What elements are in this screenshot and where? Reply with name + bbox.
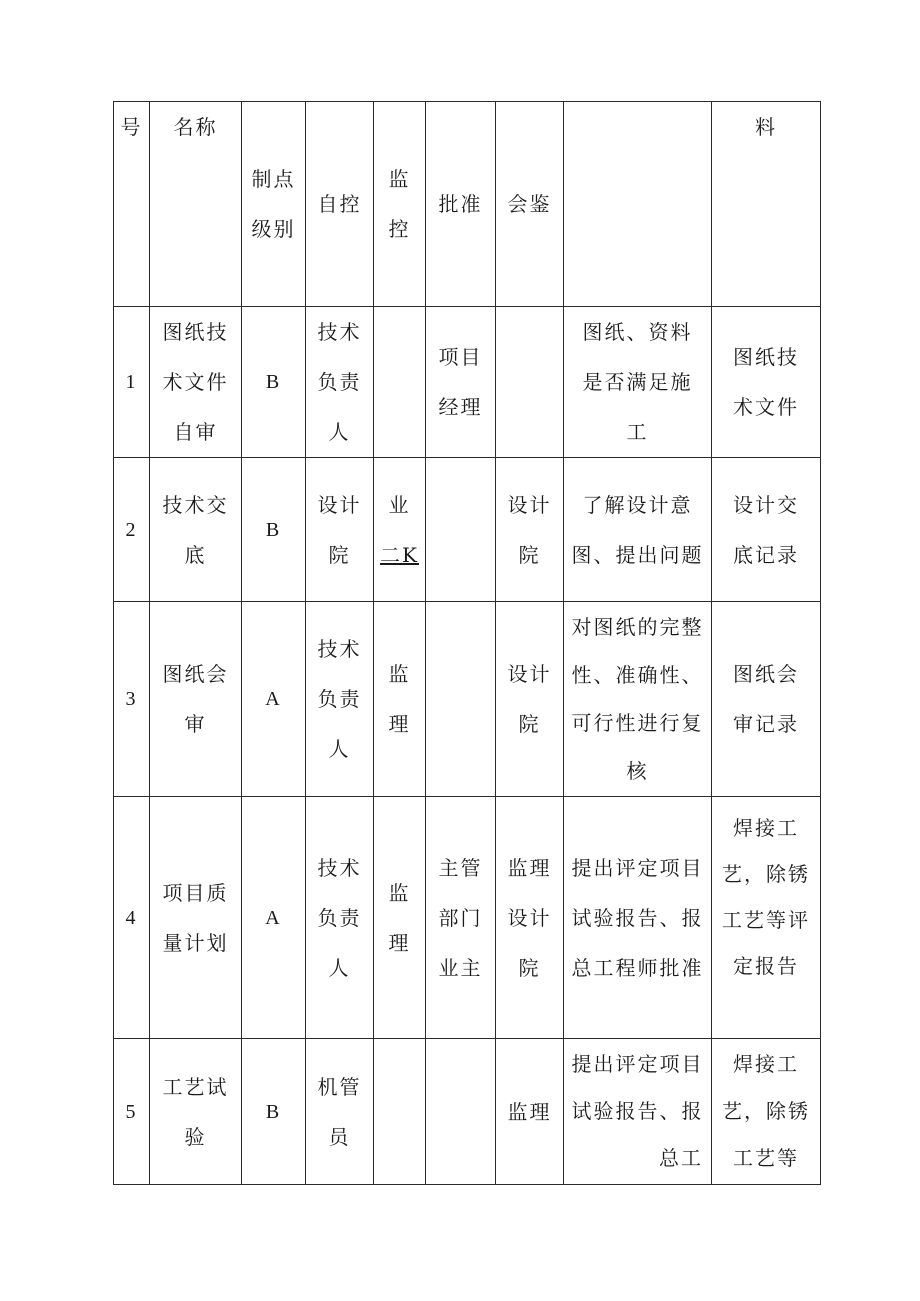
cell-line: 设计 <box>507 662 552 686</box>
row-self-control <box>306 458 374 602</box>
cell-line: 术文件 <box>162 370 229 394</box>
row-material <box>712 458 821 602</box>
row-self-control <box>306 1039 374 1185</box>
row-no: 5 <box>114 1039 150 1185</box>
row-material <box>712 797 821 1039</box>
header-supervision <box>374 102 426 307</box>
header-row <box>114 102 821 307</box>
cell-line: 设计交 <box>733 492 799 517</box>
header-level <box>242 102 306 307</box>
row-supervision <box>374 458 426 602</box>
cell-line: 院 <box>328 542 351 567</box>
header-name: 名称 <box>150 102 242 307</box>
cell-line: 技术 <box>317 320 362 344</box>
cell-line: 设计 <box>317 492 362 517</box>
header-content <box>564 102 712 307</box>
row-self-control <box>306 307 374 458</box>
row-material <box>712 1039 821 1185</box>
cell-line: 试验报告、报 <box>571 1099 704 1123</box>
row-no: 3 <box>114 602 150 797</box>
table-row <box>114 307 821 458</box>
cell-line: 了解设计意 <box>582 492 693 517</box>
row-material <box>712 602 821 797</box>
row-approve <box>426 1039 496 1185</box>
row-no: 2 <box>114 458 150 602</box>
header-material: 料 <box>712 102 821 307</box>
row-level: B <box>242 1039 306 1185</box>
row-name <box>150 307 242 458</box>
cell-line: 焊接工 <box>733 816 799 840</box>
cell-line: 院 <box>518 955 541 980</box>
cell-line: 经理 <box>438 395 483 419</box>
cell-line: 图纸会 <box>162 662 229 686</box>
row-no: 4 <box>114 797 150 1039</box>
row-level: A <box>242 602 306 797</box>
row-approve <box>426 797 496 1039</box>
header-approve: 批准 <box>426 102 496 307</box>
row-approve <box>426 307 496 458</box>
cell-line: 核 <box>626 759 649 783</box>
row-level: B <box>242 307 306 458</box>
header-supervision-line: 控 <box>388 217 411 241</box>
row-content <box>564 1039 712 1185</box>
cell-line: 项目 <box>438 345 483 369</box>
cell-line: 监理 <box>507 855 552 880</box>
cell-line: 院 <box>518 542 541 567</box>
cell-line: 业 <box>388 492 411 517</box>
cell-line: 负责 <box>317 370 362 394</box>
header-level-line: 级别 <box>251 217 296 241</box>
cell-line: 图纸技 <box>162 320 229 344</box>
cell-line: 是否满足施 <box>582 370 693 394</box>
cell-line: 技术 <box>317 637 362 661</box>
header-level-line: 制点 <box>251 167 296 191</box>
row-content <box>564 602 712 797</box>
header-supervision-line: 监 <box>388 167 411 191</box>
header-no: 号 <box>114 102 150 307</box>
cell-line: 设计 <box>507 492 552 517</box>
cell-line: 机管 <box>317 1074 362 1099</box>
row-no: 1 <box>114 307 150 458</box>
cell-line: 艺，除锈 <box>722 1099 810 1123</box>
cell-line: 院 <box>518 712 541 736</box>
cell-line: 图纸技 <box>733 345 799 369</box>
cell-line: 验 <box>184 1124 207 1149</box>
table-row <box>114 458 821 602</box>
cell-line: 工 <box>626 420 649 444</box>
header-self-control: 自控 <box>306 102 374 307</box>
cell-line: 负责 <box>317 687 362 711</box>
cell-line: 提出评定项目 <box>571 855 704 880</box>
cell-line: 人 <box>328 737 351 761</box>
row-supervision <box>374 797 426 1039</box>
cell-line: 二K <box>380 542 419 567</box>
row-self-control <box>306 602 374 797</box>
quality-control-table <box>113 101 821 1185</box>
cell-line: 负责 <box>317 905 362 930</box>
cell-line: 总工 <box>659 1146 703 1170</box>
table-row <box>114 602 821 797</box>
row-self-control <box>306 797 374 1039</box>
cell-line: 监 <box>388 880 411 905</box>
cell-line: 监理 <box>507 1099 552 1124</box>
row-name <box>150 797 242 1039</box>
cell-line: 术文件 <box>733 395 799 419</box>
row-content <box>564 797 712 1039</box>
cell-line: 人 <box>328 420 351 444</box>
cell-line: 理 <box>388 930 411 955</box>
row-countersign <box>496 307 564 458</box>
row-supervision <box>374 602 426 797</box>
cell-line: 性、准确性、 <box>571 663 704 687</box>
row-level: A <box>242 797 306 1039</box>
cell-line: 量计划 <box>162 930 229 955</box>
cell-line: 理 <box>388 712 411 736</box>
row-countersign <box>496 458 564 602</box>
row-content <box>564 307 712 458</box>
cell-line: 工艺等 <box>733 1146 799 1170</box>
cell-line: 设计 <box>507 905 552 930</box>
cell-line: 对图纸的完整 <box>571 615 704 639</box>
row-supervision <box>374 307 426 458</box>
row-level: B <box>242 458 306 602</box>
cell-line: 自审 <box>173 420 218 444</box>
cell-line: 底记录 <box>733 542 799 567</box>
cell-line: 主管 <box>438 855 483 880</box>
cell-line: 项目质 <box>162 880 229 905</box>
row-name <box>150 458 242 602</box>
cell-line: 图纸会 <box>733 662 799 686</box>
cell-line: 审记录 <box>733 712 799 736</box>
cell-line: 试验报告、报 <box>571 905 704 930</box>
cell-line: 艺，除锈 <box>722 862 810 886</box>
row-supervision <box>374 1039 426 1185</box>
cell-line: 员 <box>328 1124 351 1149</box>
cell-line: 审 <box>184 712 207 736</box>
row-countersign <box>496 797 564 1039</box>
row-name <box>150 602 242 797</box>
cell-line: 部门 <box>438 905 483 930</box>
cell-line: 监 <box>388 662 411 686</box>
header-countersign: 会鉴 <box>496 102 564 307</box>
cell-line: 总工程师批准 <box>571 955 704 980</box>
row-content <box>564 458 712 602</box>
cell-line: 工艺试 <box>162 1074 229 1099</box>
cell-line: 技术 <box>317 855 362 880</box>
table-row <box>114 1039 821 1185</box>
cell-line: 可行性进行复 <box>571 711 704 735</box>
cell-line: 图、提出问题 <box>571 542 704 567</box>
cell-line: 业主 <box>438 955 483 980</box>
row-material <box>712 307 821 458</box>
cell-line: 图纸、资料 <box>582 320 693 344</box>
row-countersign <box>496 602 564 797</box>
cell-line: 焊接工 <box>733 1052 799 1076</box>
cell-line: 底 <box>184 542 207 567</box>
row-approve <box>426 458 496 602</box>
row-countersign <box>496 1039 564 1185</box>
row-approve <box>426 602 496 797</box>
cell-line: 人 <box>328 955 351 980</box>
cell-line: 定报告 <box>733 954 799 978</box>
cell-line: 工艺等评 <box>722 908 810 932</box>
cell-line: 提出评定项目 <box>571 1052 704 1076</box>
table-row <box>114 797 821 1039</box>
row-name <box>150 1039 242 1185</box>
cell-line: 技术交 <box>162 492 229 517</box>
